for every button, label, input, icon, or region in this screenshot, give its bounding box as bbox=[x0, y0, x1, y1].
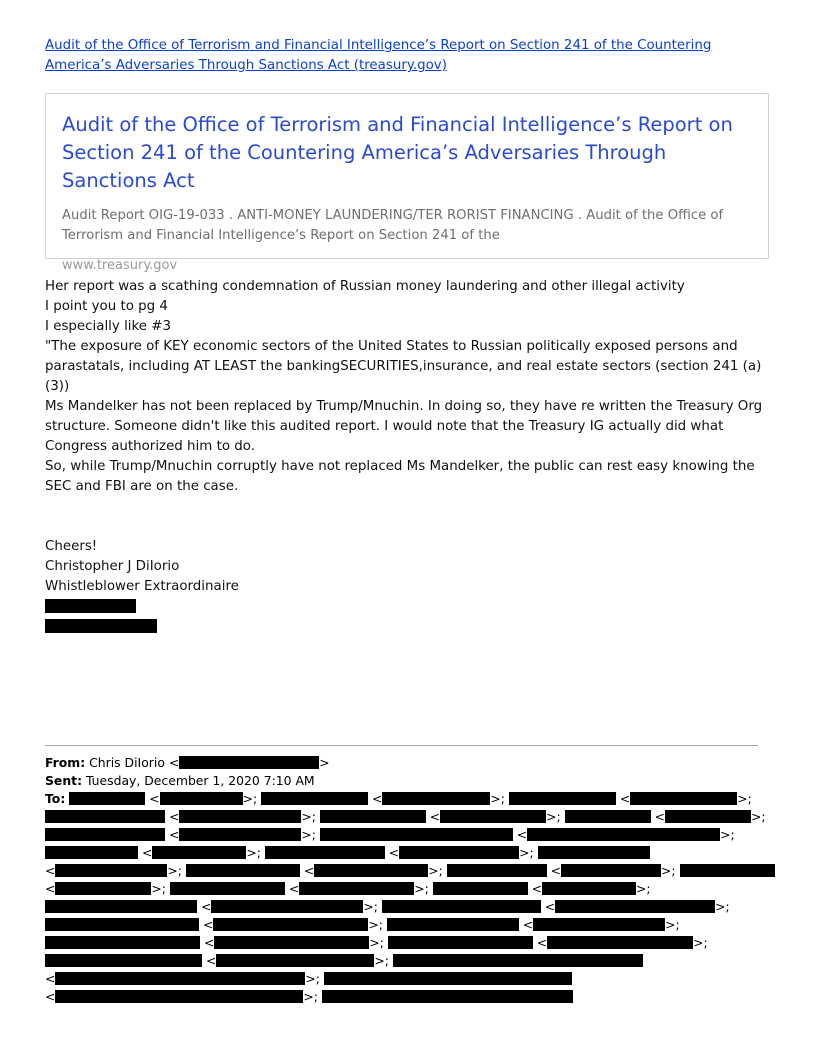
redaction-bar bbox=[179, 828, 301, 841]
redaction-bar bbox=[45, 619, 157, 633]
redaction-bar bbox=[382, 792, 490, 805]
to-row: < >; bbox=[45, 970, 775, 988]
redaction-bar bbox=[533, 918, 665, 931]
to-row: < >; < >; bbox=[45, 934, 775, 952]
redaction-bar bbox=[387, 918, 519, 931]
redaction-bar bbox=[69, 792, 145, 805]
signature-name: Christopher J DiIorio bbox=[45, 559, 180, 574]
sent-label: Sent: bbox=[45, 773, 83, 788]
redaction-bar bbox=[320, 810, 426, 823]
redaction-bar bbox=[45, 846, 138, 859]
redaction-bar bbox=[170, 882, 285, 895]
redaction-bar bbox=[555, 900, 715, 913]
redaction-bar bbox=[45, 599, 136, 613]
to-row: < >; < >; < >; bbox=[45, 808, 775, 826]
redaction-bar bbox=[45, 918, 199, 931]
redaction-bar bbox=[630, 792, 737, 805]
redaction-bar bbox=[186, 864, 300, 877]
redaction-bar bbox=[55, 864, 167, 877]
redaction-bar bbox=[399, 846, 519, 859]
to-row: < >; < >; bbox=[45, 916, 775, 934]
redaction-bar bbox=[299, 882, 414, 895]
redaction-bar bbox=[211, 900, 363, 913]
redaction-bar bbox=[179, 756, 319, 769]
to-row: < >; < >; bbox=[45, 898, 775, 916]
to-label: To: bbox=[45, 791, 66, 806]
redaction-bar bbox=[45, 954, 202, 967]
redaction-bar bbox=[322, 990, 573, 1003]
redaction-bar bbox=[542, 882, 636, 895]
preview-card-description: Audit Report OIG-19-033 . ANTI-MONEY LAUNDERING/TER RORIST FINANCING . Audit of the Office of Terrorism and Financial Intelligence’s Report on Section 241 of the bbox=[62, 208, 724, 243]
redaction-bar bbox=[214, 936, 369, 949]
signature-title: Whistleblower Extraordinaire bbox=[45, 579, 239, 594]
redaction-bar bbox=[447, 864, 547, 877]
from-name: Chris DiIorio < bbox=[89, 755, 180, 770]
redaction-bar bbox=[433, 882, 528, 895]
to-row: < >; < >; bbox=[45, 844, 775, 862]
body-line: "The exposure of KEY economic sectors of the United States to Russian politically exposed persons and parastatals, including AT LEAST the bankingSECURITIES,insurance, and real estate sectors (section 241 (a)(3)) bbox=[45, 339, 762, 394]
to-row: To: < >; < >; < >; bbox=[45, 791, 752, 806]
from-row bbox=[45, 754, 775, 772]
body-line: Her report was a scathing condemnation of Russian money laundering and other illegal activity bbox=[45, 279, 685, 294]
preview-card-title[interactable]: Audit of the Office of Terrorism and Financial Intelligence’s Report on Section 241 of the Countering America’s Adversaries Through Sanctions Act bbox=[62, 113, 733, 192]
header-divider bbox=[45, 745, 758, 746]
redaction-bar bbox=[261, 792, 368, 805]
redaction-bar bbox=[538, 846, 650, 859]
redaction-bar bbox=[440, 810, 546, 823]
to-row: < >; < >; < >; bbox=[45, 862, 775, 880]
redaction-bar bbox=[680, 864, 775, 877]
body-line: Ms Mandelker has not been replaced by Trump/Mnuchin. In doing so, they have re written the Treasury Org structure. Someone didn't like this audited report. I would note that the Treasury IG actually did what Congress authorized him to do. bbox=[45, 399, 763, 454]
redaction-bar bbox=[509, 792, 616, 805]
redaction-bar bbox=[45, 936, 200, 949]
redaction-bar bbox=[179, 810, 301, 823]
body-line: I point you to pg 4 bbox=[45, 299, 168, 314]
redaction-bar bbox=[388, 936, 533, 949]
redaction-bar bbox=[45, 900, 197, 913]
redaction-bar bbox=[55, 990, 303, 1003]
redaction-bar bbox=[314, 864, 428, 877]
preview-card-domain: www.treasury.gov bbox=[62, 258, 178, 273]
redaction-bar bbox=[55, 882, 151, 895]
body-line: I especially like #3 bbox=[45, 319, 172, 334]
message-body bbox=[45, 277, 769, 497]
redaction-bar bbox=[547, 936, 693, 949]
redaction-bar bbox=[213, 918, 368, 931]
forwarded-email-header bbox=[45, 754, 775, 1006]
from-label: From: bbox=[45, 755, 86, 770]
redaction-bar bbox=[561, 864, 661, 877]
redaction-bar bbox=[382, 900, 541, 913]
signoff-greeting: Cheers! bbox=[45, 539, 98, 554]
redaction-bar bbox=[324, 972, 572, 985]
to-row: < >; < >; bbox=[45, 826, 775, 844]
redaction-bar bbox=[527, 828, 720, 841]
from-close: > bbox=[319, 755, 330, 770]
redaction-bar bbox=[216, 954, 374, 967]
to-row: < >; bbox=[45, 988, 775, 1006]
redaction-bar bbox=[45, 810, 165, 823]
redaction-bar bbox=[160, 792, 243, 805]
link-preview-card[interactable] bbox=[45, 93, 769, 273]
redaction-bar bbox=[55, 972, 305, 985]
redaction-bar bbox=[320, 828, 513, 841]
sent-row bbox=[45, 772, 775, 790]
redaction-bar bbox=[265, 846, 385, 859]
to-row: < >; < >; < >; bbox=[45, 881, 651, 896]
redaction-bar bbox=[565, 810, 651, 823]
body-line: So, while Trump/Mnuchin corruptly have not replaced Ms Mandelker, the public can rest easy knowing the SEC and FBI are on the case. bbox=[45, 459, 755, 494]
signature-block bbox=[45, 537, 445, 637]
to-row: < >; bbox=[45, 952, 775, 970]
redaction-bar bbox=[152, 846, 246, 859]
redaction-bar bbox=[45, 828, 165, 841]
article-link[interactable]: Audit of the Office of Terrorism and Financial Intelligence’s Report on Section 241 of the Countering America’s Adversaries Through Sanctions Act (treasury.gov) bbox=[45, 38, 712, 73]
redaction-bar bbox=[393, 954, 643, 967]
redaction-bar bbox=[665, 810, 751, 823]
sent-value: Tuesday, December 1, 2020 7:10 AM bbox=[85, 773, 315, 788]
